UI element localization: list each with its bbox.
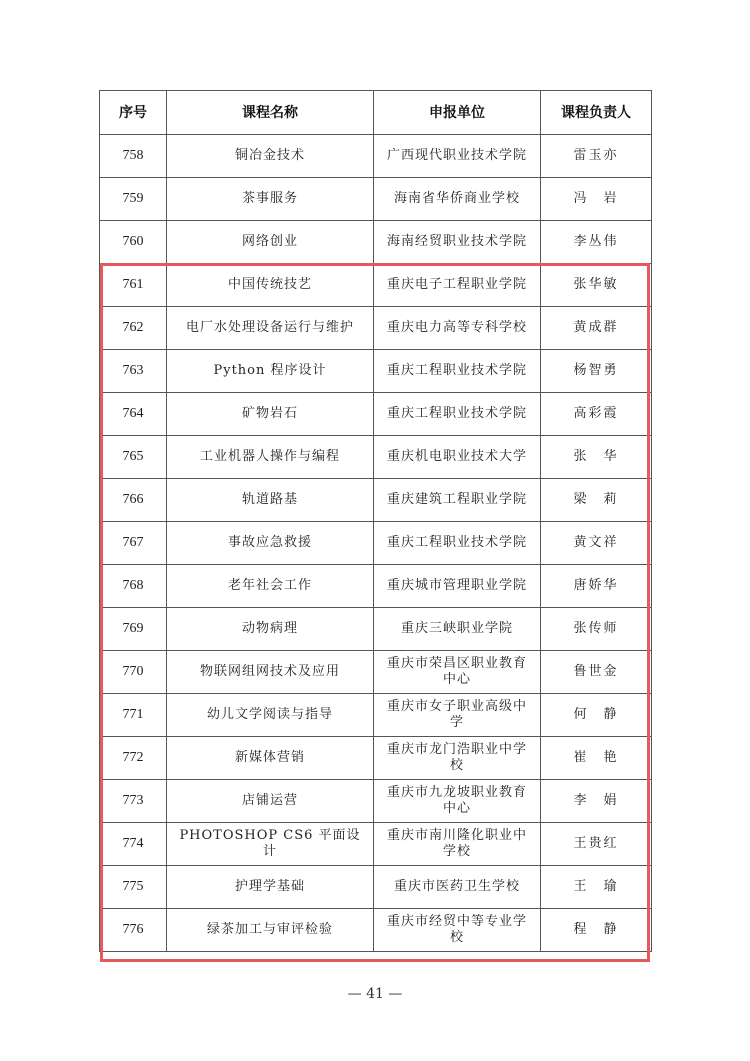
row-leader: 王 瑜 <box>541 866 652 909</box>
table-row <box>100 221 652 264</box>
table-row <box>100 651 652 694</box>
row-leader: 张传师 <box>541 608 652 651</box>
row-unit: 重庆市九龙坡职业教育中心 <box>374 780 541 823</box>
row-leader: 崔 艳 <box>541 737 652 780</box>
row-leader: 张 华 <box>541 436 652 479</box>
row-unit: 重庆市南川隆化职业中学校 <box>374 823 541 866</box>
header-no: 序号 <box>100 91 167 135</box>
row-unit: 重庆机电职业技术大学 <box>374 436 541 479</box>
row-no: 762 <box>100 307 167 350</box>
row-no: 767 <box>100 522 167 565</box>
row-leader: 杨智勇 <box>541 350 652 393</box>
table-row <box>100 350 652 393</box>
row-no: 774 <box>100 823 167 866</box>
row-unit: 海南经贸职业技术学院 <box>374 221 541 264</box>
row-no: 758 <box>100 135 167 178</box>
row-no: 771 <box>100 694 167 737</box>
row-course-name: 护理学基础 <box>167 866 374 909</box>
table-row <box>100 565 652 608</box>
row-leader: 何 静 <box>541 694 652 737</box>
row-course-name: 矿物岩石 <box>167 393 374 436</box>
row-no: 766 <box>100 479 167 522</box>
row-leader: 王贵红 <box>541 823 652 866</box>
row-leader: 鲁世金 <box>541 651 652 694</box>
row-unit: 广西现代职业技术学院 <box>374 135 541 178</box>
row-course-name: 动物病理 <box>167 608 374 651</box>
row-course-name: 轨道路基 <box>167 479 374 522</box>
row-course-name: 物联网组网技术及应用 <box>167 651 374 694</box>
table-row <box>100 737 652 780</box>
row-course-name: 老年社会工作 <box>167 565 374 608</box>
row-course-name: 茶事服务 <box>167 178 374 221</box>
row-leader: 唐娇华 <box>541 565 652 608</box>
table-header-row <box>100 91 652 135</box>
row-no: 768 <box>100 565 167 608</box>
table-row <box>100 178 652 221</box>
header-unit: 申报单位 <box>374 91 541 135</box>
row-leader: 黄成群 <box>541 307 652 350</box>
row-no: 773 <box>100 780 167 823</box>
row-course-name: 店铺运营 <box>167 780 374 823</box>
page-number: — 41 — <box>347 986 403 1002</box>
row-leader: 梁 莉 <box>541 479 652 522</box>
course-table <box>99 90 652 952</box>
row-unit: 重庆市经贸中等专业学校 <box>374 909 541 952</box>
table-row <box>100 436 652 479</box>
row-course-name: 电厂水处理设备运行与维护 <box>167 307 374 350</box>
row-no: 764 <box>100 393 167 436</box>
row-leader: 李 娟 <box>541 780 652 823</box>
row-no: 769 <box>100 608 167 651</box>
row-no: 763 <box>100 350 167 393</box>
row-unit: 重庆工程职业技术学院 <box>374 393 541 436</box>
table-row <box>100 307 652 350</box>
row-unit: 重庆建筑工程职业学院 <box>374 479 541 522</box>
row-no: 760 <box>100 221 167 264</box>
row-course-name: Python 程序设计 <box>167 350 374 393</box>
table-row <box>100 264 652 307</box>
table-row <box>100 823 652 866</box>
row-unit: 重庆市女子职业高级中学 <box>374 694 541 737</box>
table-row <box>100 393 652 436</box>
row-leader: 程 静 <box>541 909 652 952</box>
row-unit: 重庆市龙门浩职业中学校 <box>374 737 541 780</box>
row-no: 770 <box>100 651 167 694</box>
row-unit: 重庆城市管理职业学院 <box>374 565 541 608</box>
row-no: 759 <box>100 178 167 221</box>
row-course-name: 绿茶加工与审评检验 <box>167 909 374 952</box>
row-leader: 雷玉亦 <box>541 135 652 178</box>
row-no: 772 <box>100 737 167 780</box>
row-unit: 重庆工程职业技术学院 <box>374 522 541 565</box>
table-row <box>100 479 652 522</box>
row-no: 761 <box>100 264 167 307</box>
row-unit: 重庆工程职业技术学院 <box>374 350 541 393</box>
row-course-name: 新媒体营销 <box>167 737 374 780</box>
row-leader: 黄文祥 <box>541 522 652 565</box>
table-row <box>100 608 652 651</box>
table-row <box>100 866 652 909</box>
table-row <box>100 694 652 737</box>
row-no: 776 <box>100 909 167 952</box>
table-row <box>100 780 652 823</box>
row-unit: 重庆市荣昌区职业教育中心 <box>374 651 541 694</box>
row-course-name: 工业机器人操作与编程 <box>167 436 374 479</box>
row-course-name: 幼儿文学阅读与指导 <box>167 694 374 737</box>
row-course-name: 铜冶金技术 <box>167 135 374 178</box>
row-course-name: 事故应急救援 <box>167 522 374 565</box>
table-row <box>100 522 652 565</box>
row-unit: 重庆电子工程职业学院 <box>374 264 541 307</box>
row-leader: 张华敏 <box>541 264 652 307</box>
row-no: 765 <box>100 436 167 479</box>
row-unit: 重庆市医药卫生学校 <box>374 866 541 909</box>
row-course-name: 网络创业 <box>167 221 374 264</box>
row-leader: 高彩霞 <box>541 393 652 436</box>
table-row <box>100 135 652 178</box>
course-table-container <box>99 90 651 952</box>
row-no: 775 <box>100 866 167 909</box>
header-leader: 课程负责人 <box>541 91 652 135</box>
row-unit: 海南省华侨商业学校 <box>374 178 541 221</box>
row-course-name: PHOTOSHOP CS6 平面设计 <box>167 823 374 866</box>
header-course-name: 课程名称 <box>167 91 374 135</box>
table-row <box>100 909 652 952</box>
row-leader: 冯 岩 <box>541 178 652 221</box>
row-unit: 重庆三峡职业学院 <box>374 608 541 651</box>
row-unit: 重庆电力高等专科学校 <box>374 307 541 350</box>
row-leader: 李丛伟 <box>541 221 652 264</box>
row-course-name: 中国传统技艺 <box>167 264 374 307</box>
